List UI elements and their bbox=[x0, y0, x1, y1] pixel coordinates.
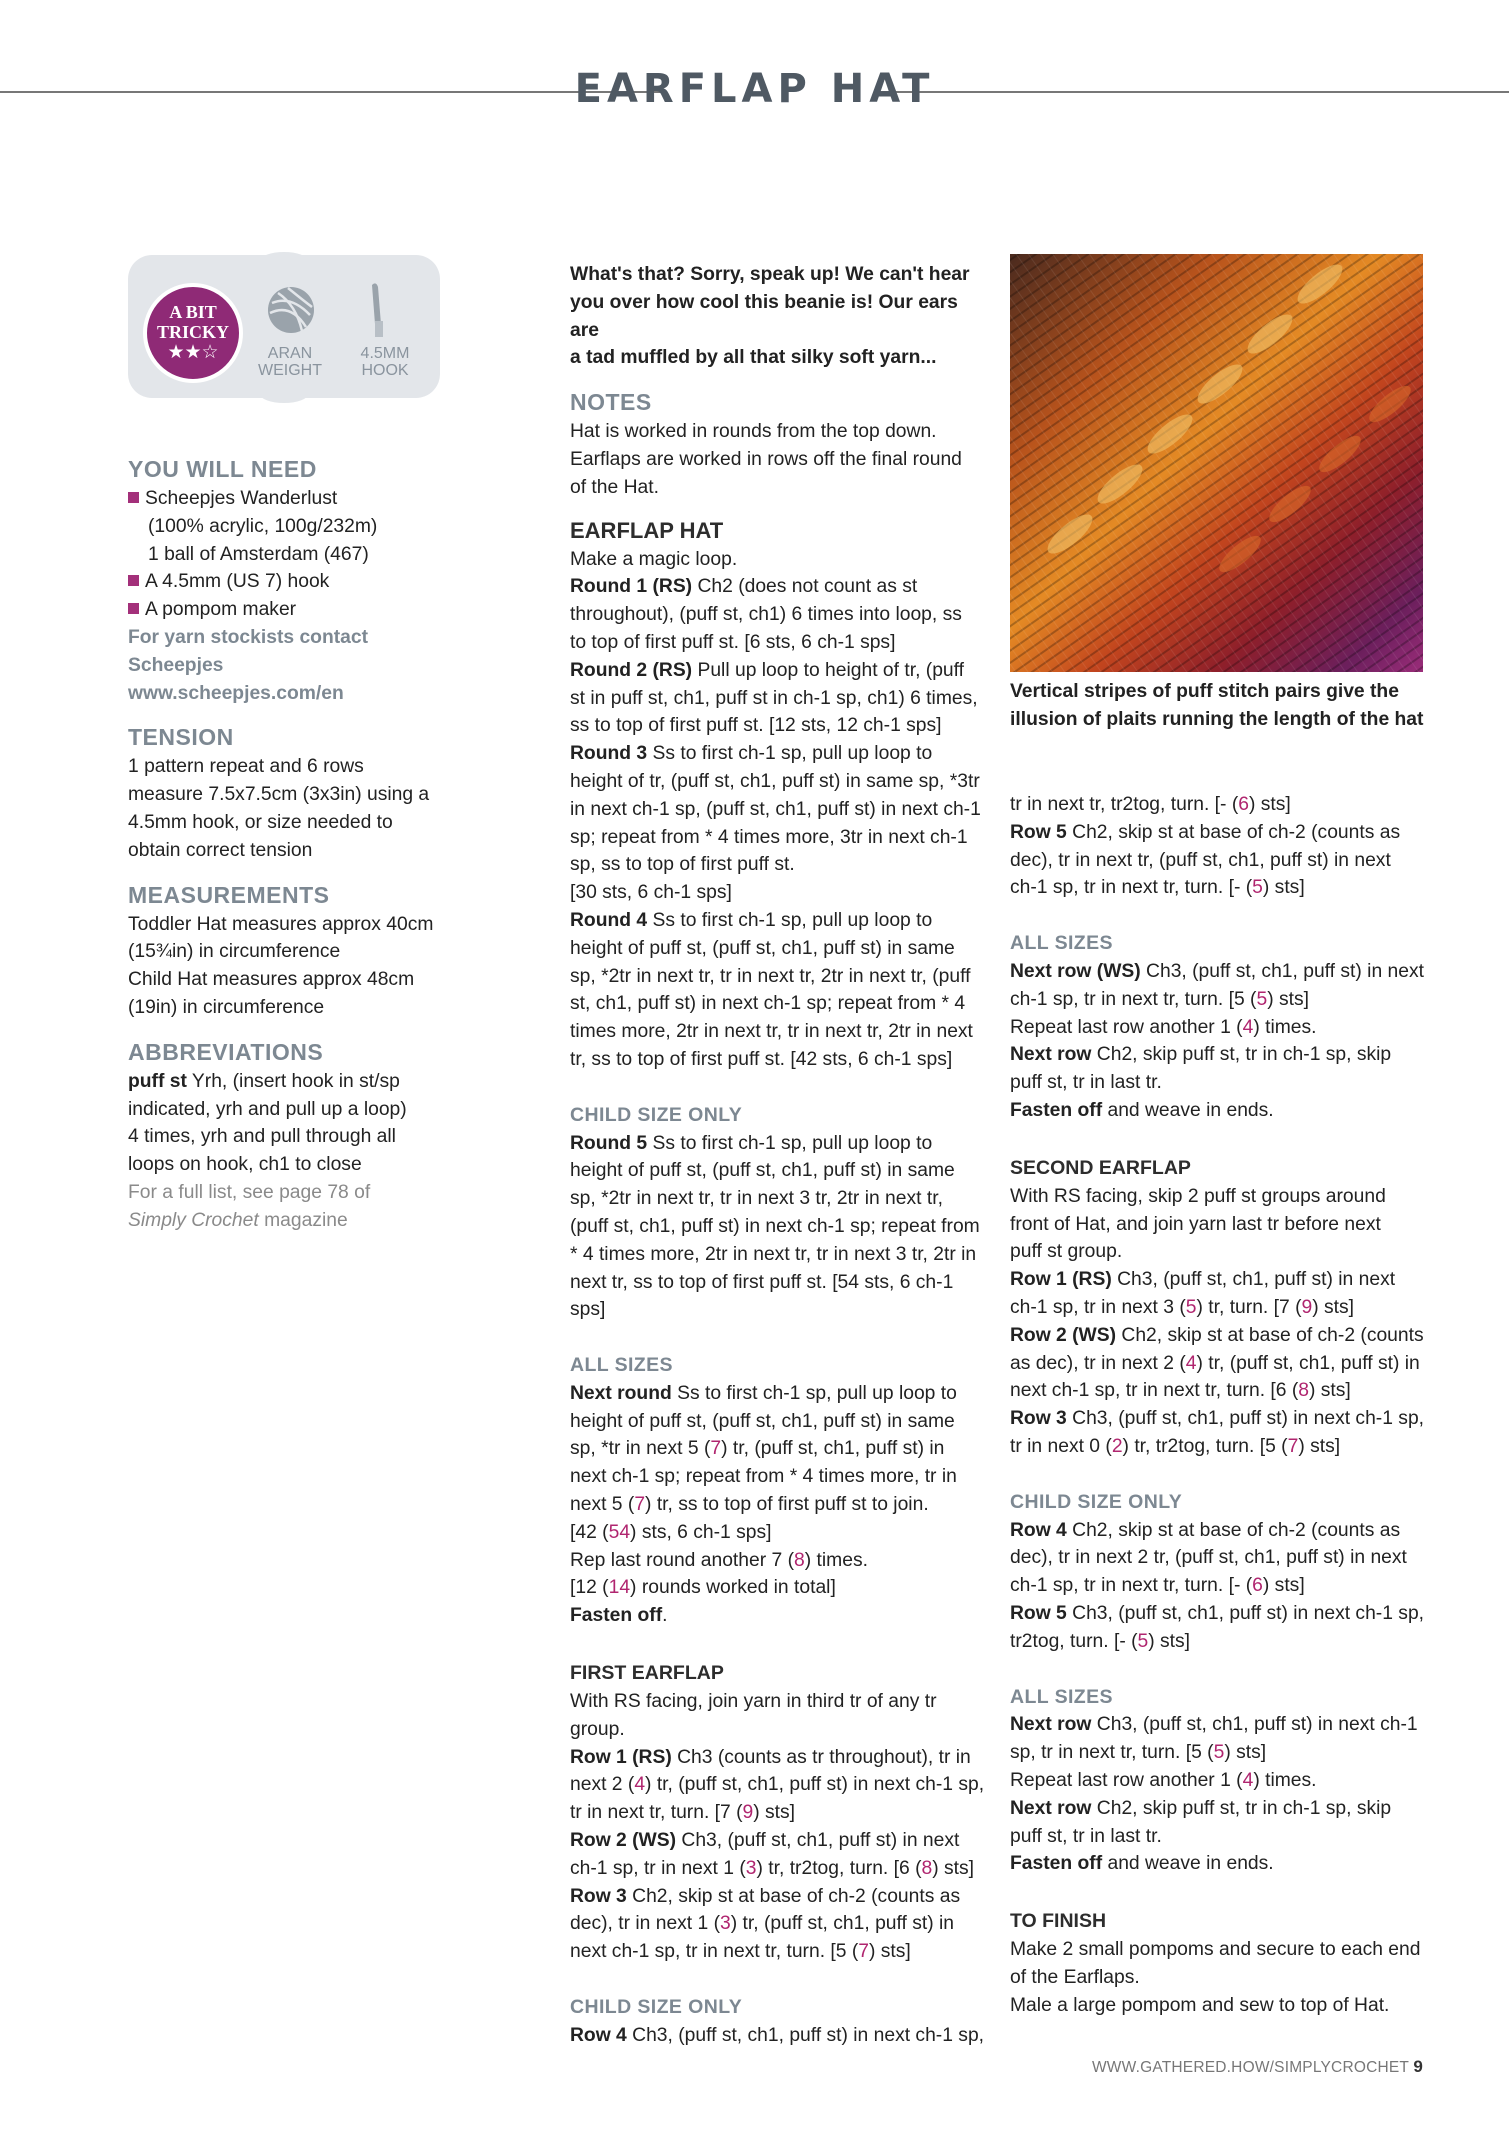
pattern-text bbox=[570, 1491, 985, 1519]
pattern-text: height of puff st, (puff st, ch1, puff st) in same bbox=[570, 937, 955, 959]
row-label: Row 5 bbox=[1010, 821, 1067, 843]
item-text: A pompom maker bbox=[145, 599, 297, 621]
measurements-heading: MEASUREMENTS bbox=[128, 881, 330, 908]
reference-note bbox=[128, 1207, 448, 1235]
knitted-fabric-photo bbox=[1010, 254, 1423, 672]
row-text: ) times. bbox=[804, 1549, 868, 1571]
page-number: 9 bbox=[1413, 2057, 1423, 2076]
row-text: sp, tr in next tr, turn. [5 ( bbox=[1010, 1742, 1214, 1764]
pattern-text bbox=[1010, 1377, 1435, 1405]
pattern-text: height of puff st, (puff st, ch1, puff st) in same bbox=[570, 1160, 955, 1182]
measurements-text: (19in) in circumference bbox=[128, 996, 325, 1018]
pattern-text bbox=[1010, 1350, 1435, 1378]
row-text: ) times. bbox=[1253, 1016, 1317, 1038]
row-text: ) tr, (puff st, ch1, puff st) in bbox=[730, 1913, 955, 1935]
caption-line: illusion of plaits running the length of the hat bbox=[1010, 709, 1424, 730]
pattern-text bbox=[1010, 1322, 1435, 1350]
row-label: Row 4 bbox=[1010, 1519, 1067, 1541]
row-text: ch-1 sp, tr in next tr, turn. [- ( bbox=[1010, 877, 1253, 899]
size-value: 4 bbox=[1242, 1769, 1254, 1791]
abbreviation-term: puff st bbox=[128, 1070, 187, 1092]
pattern-text: dec), tr in next 2 tr, (puff st, ch1, puff st) in next bbox=[1010, 1547, 1407, 1569]
pattern-text: next ch-1 sp; repeat from * 4 times more, tr in bbox=[570, 1466, 957, 1488]
difficulty-stars: ★★☆ bbox=[167, 342, 219, 363]
pattern-text bbox=[1010, 1433, 1435, 1461]
pattern-text: With RS facing, skip 2 puff st groups around bbox=[1010, 1185, 1386, 1207]
intro-text: a tad muffled by all that silky soft yarn... bbox=[570, 347, 937, 369]
row-text: Ss to first ch-1 sp, pull up loop to bbox=[671, 1382, 957, 1404]
row-text: ) sts] bbox=[1224, 1742, 1267, 1764]
pattern-text bbox=[570, 1519, 985, 1547]
row-label: Row 1 (RS) bbox=[1010, 1269, 1112, 1291]
tension-heading: TENSION bbox=[128, 724, 234, 751]
pattern-text bbox=[1010, 819, 1435, 847]
size-value: 2 bbox=[1111, 1435, 1123, 1457]
row-text: Ch3, (puff st, ch1, puff st) in next bbox=[1140, 960, 1424, 982]
hook-label-line: 4.5MM bbox=[360, 345, 410, 362]
yarn-ball-icon bbox=[266, 285, 316, 335]
row-label: Round 1 (RS) bbox=[570, 576, 693, 598]
pattern-text bbox=[570, 2022, 985, 2050]
abbreviation-def: Yrh, (insert hook in st/sp bbox=[186, 1070, 400, 1092]
size-value: 4 bbox=[1242, 1016, 1254, 1038]
row-text: next ch-1 sp, tr in next tr, turn. [5 ( bbox=[570, 1941, 859, 1963]
pattern-text bbox=[1010, 1767, 1435, 1795]
right-column bbox=[1010, 791, 1435, 2019]
pattern-text bbox=[1010, 1572, 1435, 1600]
row-text: Ch2, skip st at base of ch-2 (counts bbox=[1116, 1324, 1424, 1346]
row-text: Repeat last row another 1 ( bbox=[1010, 1769, 1243, 1791]
page-footer bbox=[1092, 2057, 1423, 2077]
pattern-text bbox=[1010, 1405, 1435, 1433]
size-value: 4 bbox=[1185, 1352, 1197, 1374]
pattern-text: puff st, tr in last tr. bbox=[1010, 1072, 1162, 1094]
pattern-text bbox=[570, 1799, 985, 1827]
pattern-text bbox=[570, 1827, 985, 1855]
row-text: ch-1 sp, tr in next 3 ( bbox=[1010, 1296, 1186, 1318]
list-item-continued: 1 ball of Amsterdam (467) bbox=[148, 543, 369, 565]
row-label: Row 4 bbox=[570, 2024, 627, 2046]
pattern-text bbox=[1010, 958, 1435, 986]
size-value: 3 bbox=[720, 1913, 731, 1935]
pattern-text bbox=[1010, 874, 1435, 902]
size-value: 5 bbox=[1185, 1296, 1197, 1318]
size-heading: CHILD SIZE ONLY bbox=[570, 1996, 743, 2019]
notes-text: of the Hat. bbox=[570, 476, 659, 498]
row-label: Round 4 bbox=[570, 909, 648, 931]
measurements-text: Child Hat measures approx 48cm bbox=[128, 969, 415, 991]
pattern-text bbox=[1010, 1600, 1435, 1628]
row-text: ) rounds worked in total] bbox=[630, 1577, 836, 1599]
size-value: 9 bbox=[742, 1802, 754, 1824]
tension-text: 4.5mm hook, or size needed to bbox=[128, 811, 393, 833]
pattern-text bbox=[570, 1547, 985, 1575]
size-heading: ALL SIZES bbox=[570, 1354, 673, 1377]
row-text: next 2 ( bbox=[570, 1774, 635, 1796]
row-text: Ch2, skip st at base of ch-2 (counts as bbox=[626, 1885, 961, 1907]
abbreviation-text: loops on hook, ch1 to close bbox=[128, 1154, 362, 1176]
tension-text: obtain correct tension bbox=[128, 839, 313, 861]
badge-decoration bbox=[260, 252, 308, 270]
row-label: Next row bbox=[1010, 1797, 1092, 1819]
pattern-text: to top of first puff st. [6 sts, 6 ch-1 sps] bbox=[570, 631, 896, 653]
page-title: EARFLAP HAT bbox=[574, 66, 935, 112]
row-text: ) tr, tr2tog, turn. [5 ( bbox=[1122, 1435, 1288, 1457]
stockist-note: For yarn stockists contact bbox=[128, 626, 369, 648]
pattern-text bbox=[570, 1938, 985, 1966]
list-item bbox=[128, 596, 448, 624]
row-text: [42 ( bbox=[570, 1521, 609, 1543]
size-value: 7 bbox=[710, 1438, 722, 1460]
row-text: ch-1 sp, tr in next tr, turn. [- ( bbox=[1010, 1575, 1253, 1597]
row-text: ch-1 sp, tr in next 1 ( bbox=[570, 1857, 746, 1879]
row-text: ) sts] bbox=[1148, 1630, 1191, 1652]
reference-note: For a full list, see page 78 of bbox=[128, 1181, 371, 1203]
row-text: ) tr, (puff st, ch1, puff st) in bbox=[721, 1438, 945, 1460]
bullet-icon bbox=[128, 575, 139, 586]
pattern-text: tr, ss to top of first puff st. [42 sts, 6 ch-1 sps] bbox=[570, 1048, 953, 1070]
middle-column bbox=[570, 261, 985, 2050]
row-text: Ch3, (puff st, ch1, puff st) in next ch-1 sp, bbox=[1066, 1408, 1425, 1430]
row-text: ) tr, turn. [7 ( bbox=[1196, 1296, 1302, 1318]
row-text: ) sts, 6 ch-1 sps] bbox=[630, 1521, 772, 1543]
row-label: Row 5 bbox=[1010, 1602, 1067, 1624]
pattern-text bbox=[570, 1574, 985, 1602]
row-text: tr in next tr, tr2tog, turn. [- ( bbox=[1010, 794, 1239, 815]
row-text: ) sts] bbox=[1298, 1435, 1341, 1457]
row-label: Row 3 bbox=[570, 1885, 627, 1907]
row-text: ) tr, (puff st, ch1, puff st) in next ch-1 sp, bbox=[645, 1774, 985, 1796]
row-text: Ss to first ch-1 sp, pull up loop to bbox=[647, 743, 933, 765]
pattern-text: ss to top of first puff st. [12 sts, 12 ch-1 sps] bbox=[570, 715, 942, 737]
pattern-text bbox=[1010, 1739, 1435, 1767]
row-label: Next row bbox=[1010, 1044, 1092, 1066]
section-heading: SECOND EARFLAP bbox=[1010, 1156, 1191, 1179]
pattern-text: group. bbox=[570, 1718, 625, 1740]
badge-decoration bbox=[260, 385, 308, 403]
row-text: [12 ( bbox=[570, 1577, 609, 1599]
row-text: ) sts] bbox=[1309, 1380, 1351, 1402]
pattern-text bbox=[1010, 1711, 1435, 1739]
section-heading: FIRST EARFLAP bbox=[570, 1662, 724, 1685]
size-value: 4 bbox=[634, 1774, 646, 1796]
pattern-text bbox=[1010, 791, 1435, 819]
size-value: 8 bbox=[794, 1549, 805, 1571]
difficulty-line-2: TRICKY bbox=[156, 322, 229, 342]
intro-text: you over how cool this beanie is! Our ears are bbox=[570, 291, 958, 341]
row-label: Next round bbox=[570, 1382, 672, 1404]
stockist-name: Scheepjes bbox=[128, 654, 224, 676]
row-text: next 5 ( bbox=[570, 1494, 635, 1516]
pattern-text bbox=[1010, 1850, 1435, 1878]
row-label: Fasten off bbox=[570, 1605, 663, 1627]
row-text: ) sts] bbox=[1262, 1575, 1305, 1597]
size-value: 7 bbox=[1287, 1435, 1299, 1457]
size-value: 7 bbox=[858, 1941, 870, 1963]
size-value: 5 bbox=[1213, 1742, 1225, 1764]
row-text: ) sts] bbox=[869, 1941, 911, 1963]
abbreviation-text bbox=[128, 1068, 448, 1096]
intro-text: What's that? Sorry, speak up! We can't hear bbox=[570, 264, 970, 285]
item-text: Scheepjes Wanderlust bbox=[145, 488, 338, 509]
row-label: Next row (WS) bbox=[1010, 960, 1141, 982]
size-heading: ALL SIZES bbox=[1010, 1685, 1113, 1708]
row-text: dec), tr in next 1 ( bbox=[570, 1913, 721, 1935]
yarn-weight-label bbox=[255, 345, 325, 379]
row-label: Round 5 bbox=[570, 1132, 648, 1154]
pattern-text: of the Earflaps. bbox=[1010, 1966, 1140, 1988]
difficulty-badge bbox=[143, 283, 243, 383]
pattern-text bbox=[570, 1855, 985, 1883]
row-text: as dec), tr in next 2 ( bbox=[1010, 1352, 1186, 1374]
row-text: Ch2, skip puff st, tr in ch-1 sp, skip bbox=[1091, 1044, 1392, 1066]
row-text: Rep last round another 7 ( bbox=[570, 1549, 795, 1571]
pattern-text bbox=[570, 1883, 985, 1911]
pattern-text: sp, *2tr in next tr, tr in next 3 tr, 2tr in next tr, bbox=[570, 1188, 943, 1210]
pattern-text: [30 sts, 6 ch-1 sps] bbox=[570, 882, 732, 904]
row-text: tr in next tr, turn. [7 ( bbox=[570, 1802, 743, 1824]
row-text: Ch3, (puff st, ch1, puff st) in next ch-1 bbox=[1091, 1714, 1418, 1736]
row-text: Ch2, skip st at base of ch-2 (counts as bbox=[1066, 1519, 1401, 1541]
size-value: 6 bbox=[1252, 1575, 1263, 1597]
abbreviation-text: 4 times, yrh and pull through all bbox=[128, 1126, 396, 1148]
row-text: Ch3, (puff st, ch1, puff st) in next bbox=[676, 1830, 960, 1852]
size-value: 14 bbox=[608, 1577, 631, 1599]
row-label: Round 2 (RS) bbox=[570, 659, 693, 681]
pattern-text bbox=[570, 1910, 985, 1938]
you-will-need-heading: YOU WILL NEED bbox=[128, 456, 317, 482]
pattern-text: front of Hat, and join yarn last tr before next bbox=[1010, 1213, 1381, 1235]
pattern-text: puff st group. bbox=[1010, 1241, 1123, 1263]
pattern-text: times more, 2tr in next tr, tr in next tr, 2tr in next bbox=[570, 1021, 973, 1043]
left-column bbox=[128, 453, 448, 1235]
row-text: ) tr, (puff st, ch1, puff st) in bbox=[1196, 1352, 1420, 1374]
size-value: 54 bbox=[608, 1521, 631, 1543]
row-text: and weave in ends. bbox=[1102, 1099, 1274, 1121]
row-text: Ss to first ch-1 sp, pull up loop to bbox=[647, 1132, 933, 1154]
pattern-text bbox=[570, 573, 985, 601]
row-text: Ch2, skip st at base of ch-2 (counts as bbox=[1066, 821, 1401, 843]
row-text: Ch3, (puff st, ch1, puff st) in next ch-1 sp, bbox=[1066, 1602, 1425, 1624]
row-text: ) times. bbox=[1253, 1769, 1317, 1791]
row-text: ) sts] bbox=[1312, 1296, 1355, 1318]
abbreviations-heading: ABBREVIATIONS bbox=[128, 1038, 324, 1065]
size-value: 6 bbox=[1238, 794, 1249, 815]
list-item bbox=[128, 568, 448, 596]
size-value: 7 bbox=[634, 1494, 646, 1516]
list-item bbox=[128, 485, 448, 513]
row-text: and weave in ends. bbox=[1102, 1853, 1274, 1875]
pattern-text bbox=[570, 1380, 985, 1408]
pattern-text: Male a large pompom and sew to top of Hat. bbox=[1010, 1994, 1390, 2016]
item-text: A 4.5mm (US 7) hook bbox=[145, 571, 330, 593]
caption-line: Vertical stripes of puff stitch pairs give the bbox=[1010, 681, 1399, 702]
row-label: Row 2 (WS) bbox=[1010, 1324, 1117, 1346]
row-text: Ch3 (counts as tr throughout), tr in bbox=[671, 1746, 971, 1768]
pattern-text bbox=[570, 1744, 985, 1772]
row-text: ) sts] bbox=[753, 1802, 796, 1824]
pattern-text: (puff st, ch1, puff st) in next ch-1 sp; repeat from bbox=[570, 1215, 980, 1237]
row-text: ) sts] bbox=[932, 1857, 975, 1879]
row-text: ) tr, tr2tog, turn. [6 ( bbox=[756, 1857, 922, 1879]
row-text: tr2tog, turn. [- ( bbox=[1010, 1630, 1138, 1652]
row-text: Ch2, skip puff st, tr in ch-1 sp, skip bbox=[1091, 1797, 1392, 1819]
row-label: Row 2 (WS) bbox=[570, 1830, 677, 1852]
notes-text: Hat is worked in rounds from the top down. bbox=[570, 421, 937, 443]
measurements-text: (15¾in) in circumference bbox=[128, 941, 341, 963]
yarn-label-line: ARAN bbox=[267, 345, 313, 362]
measurements-text: Toddler Hat measures approx 40cm bbox=[128, 913, 434, 935]
stockist-link[interactable]: www.scheepjes.com/en bbox=[128, 682, 344, 704]
pattern-text: sp, ss to top of first puff st. bbox=[570, 854, 795, 876]
size-heading: ALL SIZES bbox=[1010, 932, 1113, 955]
pattern-text bbox=[570, 907, 985, 935]
row-text: Ss to first ch-1 sp, pull up loop to bbox=[647, 909, 933, 931]
pattern-text: st in puff st, ch1, puff st in ch-1 sp, ch1) 6 times, bbox=[570, 687, 978, 709]
photo-caption bbox=[1010, 678, 1435, 734]
section-heading: EARFLAP HAT bbox=[570, 517, 724, 543]
pattern-text: next tr, ss to top of first puff st. [54 sts, 6 ch-1 sps] bbox=[570, 1271, 954, 1321]
pattern-text: height of puff st, (puff st, ch1, puff st) in same bbox=[570, 1410, 955, 1432]
pattern-text: Make 2 small pompoms and secure to each end bbox=[1010, 1939, 1421, 1961]
pattern-text bbox=[570, 1602, 985, 1630]
size-heading: CHILD SIZE ONLY bbox=[1010, 1490, 1183, 1513]
pattern-text bbox=[1010, 1628, 1435, 1656]
size-value: 8 bbox=[1298, 1380, 1310, 1402]
pattern-text: throughout), (puff st, ch1) 6 times into loop, ss bbox=[570, 604, 962, 626]
row-text: ) sts] bbox=[1267, 988, 1309, 1010]
row-label: Round 3 bbox=[570, 743, 648, 765]
bullet-icon bbox=[128, 492, 139, 503]
pattern-text bbox=[1010, 1097, 1435, 1125]
hook-size-label bbox=[350, 345, 420, 379]
difficulty-line-1: A BIT bbox=[169, 302, 217, 322]
pattern-text bbox=[1010, 1014, 1435, 1042]
row-text: . bbox=[662, 1605, 668, 1627]
size-value: 9 bbox=[1301, 1296, 1313, 1318]
row-text: ) tr, ss to top of first puff st to join. bbox=[645, 1494, 929, 1516]
crochet-hook-icon bbox=[364, 281, 394, 339]
pattern-text bbox=[570, 1435, 985, 1463]
pattern-text bbox=[1010, 1517, 1435, 1545]
row-label: Row 1 (RS) bbox=[570, 1746, 672, 1768]
row-text: Ch3, (puff st, ch1, puff st) in next bbox=[1111, 1269, 1396, 1291]
pattern-text bbox=[570, 740, 985, 768]
pattern-text: Make a magic loop. bbox=[570, 548, 738, 570]
bullet-icon bbox=[128, 603, 139, 614]
row-label: Next row bbox=[1010, 1714, 1092, 1736]
pattern-text bbox=[1010, 986, 1435, 1014]
pattern-text: in next ch-1 sp, (puff st, ch1, puff st) in next ch-1 bbox=[570, 798, 981, 820]
pattern-text: sp; repeat from * 4 times more, 3tr in next ch-1 bbox=[570, 826, 968, 848]
pattern-text: puff st, tr in last tr. bbox=[1010, 1825, 1162, 1847]
pattern-text: st, ch1, puff st) in next ch-1 sp; repeat from * 4 bbox=[570, 993, 966, 1015]
row-text: ) sts] bbox=[1262, 877, 1305, 899]
size-value: 8 bbox=[921, 1857, 933, 1879]
size-heading: CHILD SIZE ONLY bbox=[570, 1103, 743, 1126]
row-text: Repeat last row another 1 ( bbox=[1010, 1016, 1243, 1038]
pattern-text: height of tr, (puff st, ch1, puff st) in same sp, *3tr bbox=[570, 770, 980, 792]
size-value: 3 bbox=[745, 1857, 757, 1879]
reference-text: magazine bbox=[258, 1209, 348, 1231]
pattern-text bbox=[1010, 1294, 1435, 1322]
row-text: sp, *tr in next 5 ( bbox=[570, 1438, 711, 1460]
pattern-text bbox=[570, 1130, 985, 1158]
notes-heading: NOTES bbox=[570, 389, 652, 416]
row-label: Row 3 bbox=[1010, 1408, 1067, 1430]
pattern-text: dec), tr in next tr, (puff st, ch1, puff st) in next bbox=[1010, 849, 1391, 871]
row-text: Pull up loop to height of tr, (puff bbox=[692, 659, 965, 681]
size-value: 5 bbox=[1256, 988, 1268, 1010]
pattern-text: sp, *2tr in next tr, tr in next tr, 2tr in next tr, (puff bbox=[570, 965, 971, 987]
row-text: next ch-1 sp, tr in next tr, turn. [6 ( bbox=[1010, 1380, 1299, 1402]
abbreviation-text: indicated, yrh and pull up a loop) bbox=[128, 1098, 407, 1120]
row-text: Ch2 (does not count as st bbox=[692, 576, 918, 598]
list-item-continued: (100% acrylic, 100g/232m) bbox=[148, 515, 378, 537]
pattern-text: With RS facing, join yarn in third tr of any tr bbox=[570, 1691, 937, 1713]
yarn-label-line: WEIGHT bbox=[258, 362, 322, 379]
row-text: ch-1 sp, tr in next tr, turn. [5 ( bbox=[1010, 988, 1257, 1010]
pattern-text bbox=[1010, 1266, 1435, 1294]
pattern-text: * 4 times more, 2tr in next tr, tr in next 3 tr, 2tr in bbox=[570, 1243, 977, 1265]
pattern-text bbox=[570, 1771, 985, 1799]
tension-text: measure 7.5x7.5cm (3x3in) using a bbox=[128, 784, 430, 806]
pattern-text bbox=[1010, 1041, 1435, 1069]
pattern-text bbox=[570, 657, 985, 685]
row-label: Fasten off bbox=[1010, 1853, 1103, 1875]
row-text: Ch3, (puff st, ch1, puff st) in next ch-1 sp, bbox=[626, 2024, 985, 2046]
size-value: 5 bbox=[1137, 1630, 1149, 1652]
size-value: 5 bbox=[1252, 877, 1263, 899]
pattern-text bbox=[1010, 1795, 1435, 1823]
row-label: Fasten off bbox=[1010, 1099, 1103, 1121]
hook-label-line: HOOK bbox=[361, 362, 409, 379]
footer-url[interactable]: WWW.GATHERED.HOW/SIMPLYCROCHET bbox=[1091, 2059, 1409, 2076]
row-text: ) sts] bbox=[1248, 794, 1291, 815]
row-text: tr in next 0 ( bbox=[1010, 1435, 1112, 1457]
section-heading: TO FINISH bbox=[1010, 1910, 1107, 1933]
magazine-name: Simply Crochet bbox=[128, 1209, 259, 1231]
tension-text: 1 pattern repeat and 6 rows bbox=[128, 756, 364, 778]
notes-text: Earflaps are worked in rows off the final round bbox=[570, 448, 962, 470]
